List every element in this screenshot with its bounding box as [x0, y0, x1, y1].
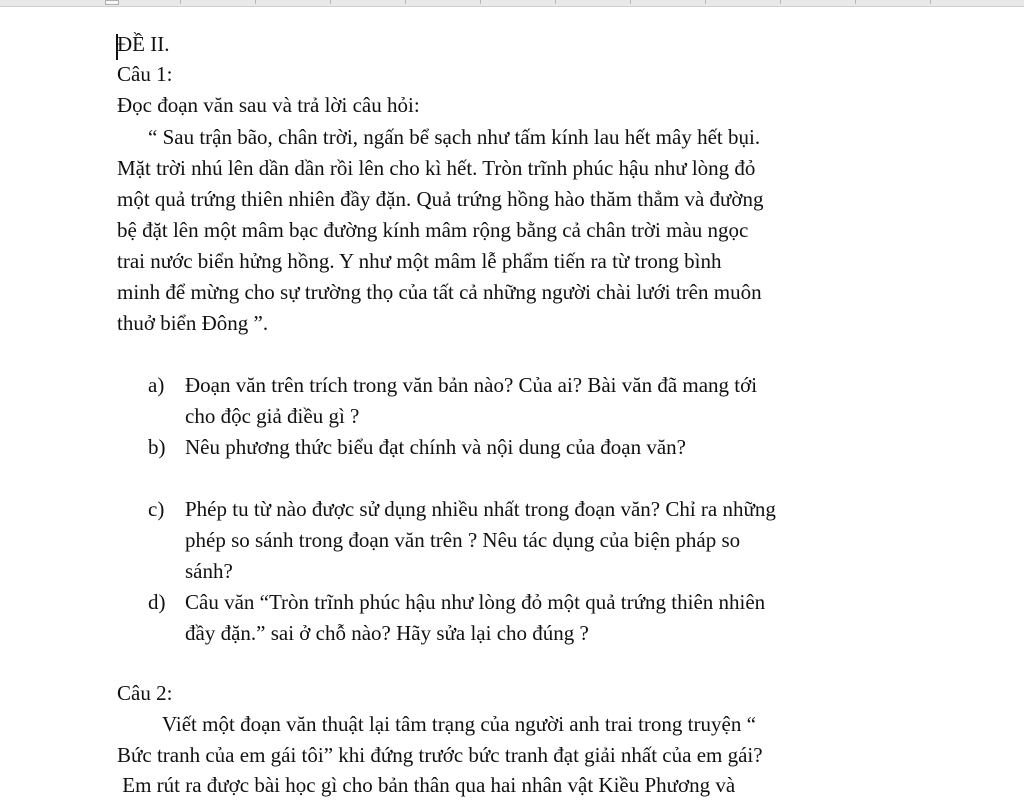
list-item-marker: a) [148, 373, 165, 397]
passage-line: bệ đặt lên một mâm bạc đường kính mâm rộng bằng cả chân trời màu ngọc [117, 218, 749, 242]
ruler-tick [480, 0, 481, 4]
question-2-label: Câu 2: [117, 681, 173, 705]
ruler-tick [255, 0, 256, 4]
passage-line: thuở biển Đông ”. [117, 311, 269, 335]
document-heading: ĐỀ II. [117, 32, 170, 56]
question-1-instruction: Đọc đoạn văn sau và trả lời câu hỏi: [117, 93, 420, 117]
ruler-tick [630, 0, 631, 4]
question-2-line: Bức tranh của em gái tôi” khi đứng trước bức tranh đạt giải nhất của em gái? [117, 743, 763, 767]
ruler-tick [555, 0, 556, 4]
question-2-line: Viết một đoạn văn thuật lại tâm trạng của người anh trai trong truyện “ [162, 712, 756, 736]
passage-line: một quả trứng thiên nhiên đầy đặn. Quả trứng hồng hào thăm thẳm và đường [117, 187, 764, 211]
ruler-tick [180, 0, 181, 4]
list-item-text: phép so sánh trong đoạn văn trên ? Nêu tác dụng của biện pháp so [185, 528, 741, 552]
ruler-tick [705, 0, 706, 4]
passage-line: minh để mừng cho sự trường thọ của tất cả những người chài lưới trên muôn [117, 280, 762, 304]
list-item-marker: d) [148, 590, 166, 614]
ruler-tick [780, 0, 781, 4]
list-item-text: Đoạn văn trên trích trong văn bản nào? Của ai? Bài văn đã mang tới [185, 373, 758, 397]
ruler-tick [930, 0, 931, 4]
passage-line: “ Sau trận bão, chân trời, ngấn bể sạch như tấm kính lau hết mây hết bụi. [148, 125, 761, 149]
list-item-marker: b) [148, 435, 166, 459]
list-item-text: đầy đặn.” sai ở chỗ nào? Hãy sửa lại cho đúng ? [185, 621, 589, 645]
ruler-tick [405, 0, 406, 4]
ruler-tick [330, 0, 331, 4]
question-2-line: Em rút ra được bài học gì cho bản thân qua hai nhân vật Kiều Phương và [117, 773, 736, 797]
ruler-tick [855, 0, 856, 4]
indent-marker[interactable] [105, 0, 119, 5]
list-item-text: Phép tu từ nào được sử dụng nhiều nhất trong đoạn văn? Chỉ ra những [185, 497, 776, 521]
document-page[interactable] [0, 7, 1024, 799]
list-item-text: sánh? [185, 559, 233, 583]
passage-line: Mặt trời nhú lên dần dần rồi lên cho kì hết. Tròn trĩnh phúc hậu như lòng đỏ [117, 156, 756, 180]
list-item-text: Câu văn “Tròn trĩnh phúc hậu như lòng đỏ một quả trứng thiên nhiên [185, 590, 766, 614]
list-item-marker: c) [148, 497, 165, 521]
passage-line: trai nước biển hửng hồng. Y như một mâm lễ phẩm tiến ra từ trong bình [117, 249, 722, 273]
list-item-text: Nêu phương thức biểu đạt chính và nội dung của đoạn văn? [185, 435, 686, 459]
question-1-label: Câu 1: [117, 62, 173, 86]
horizontal-ruler[interactable] [0, 0, 1024, 7]
list-item-text: cho độc giả điều gì ? [185, 404, 360, 428]
